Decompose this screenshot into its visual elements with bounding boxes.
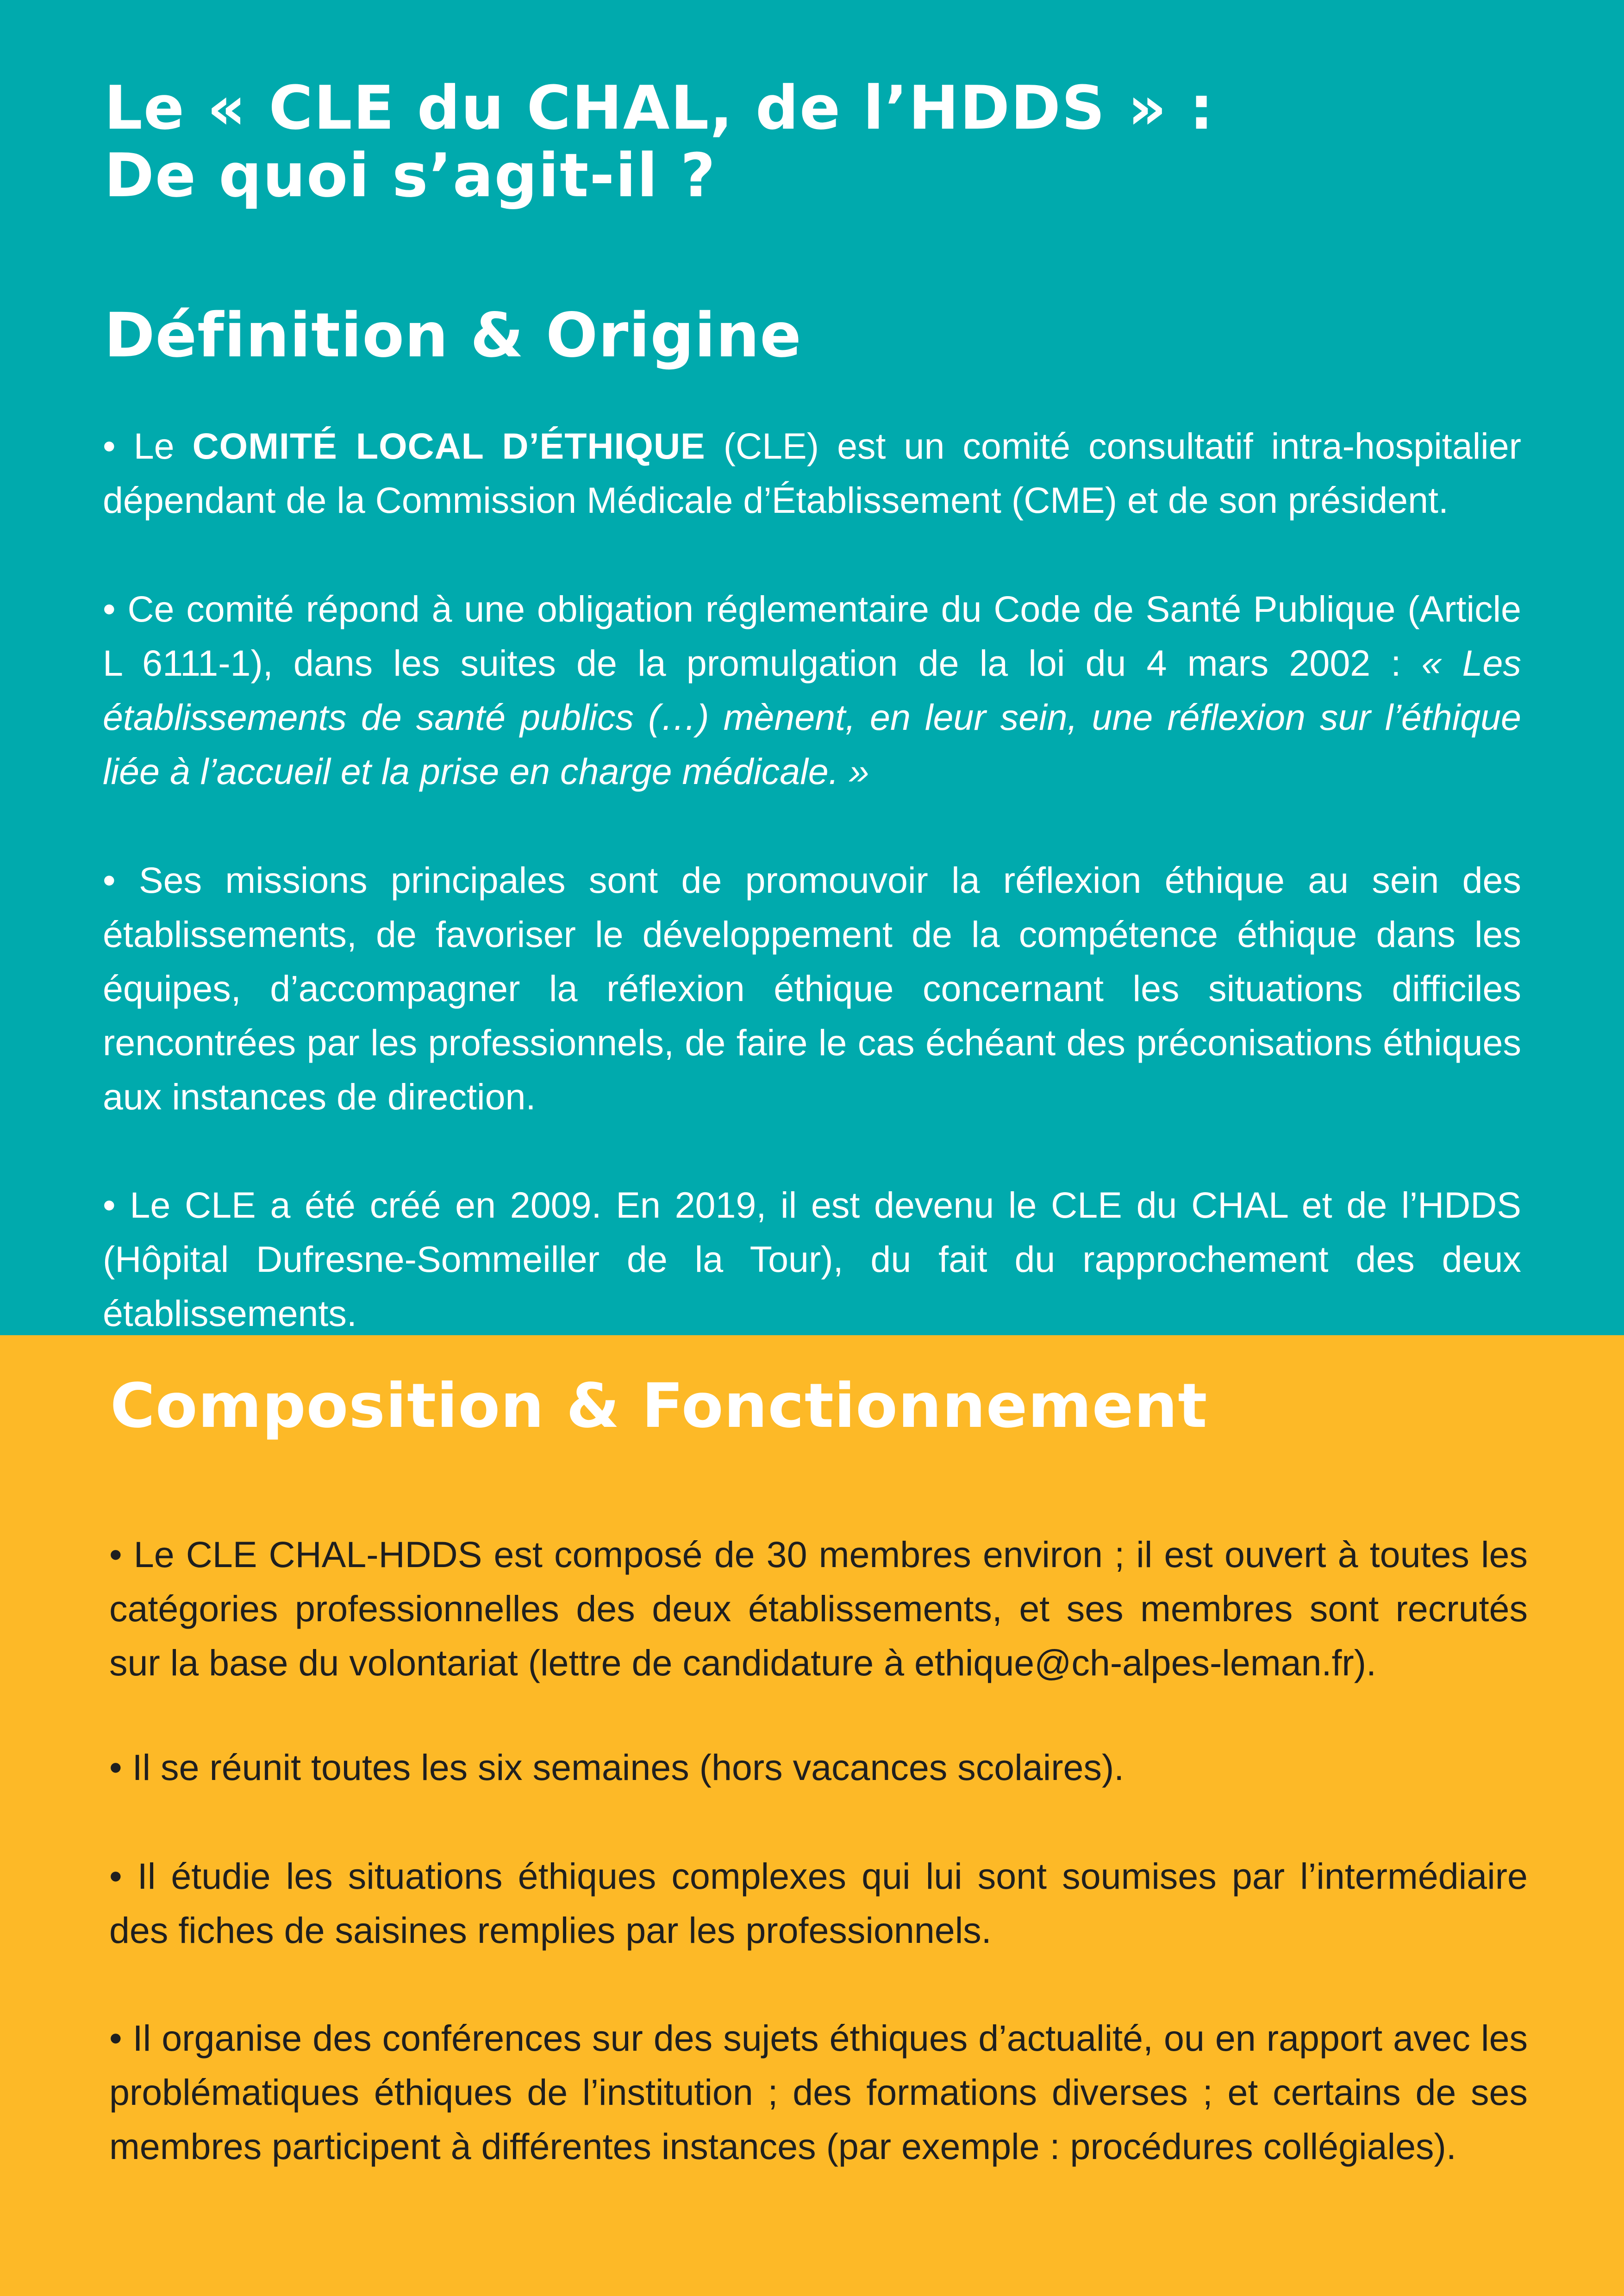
page-title-line-2: De quoi s’agit-il ? xyxy=(104,140,717,211)
composition-paragraph-4: • Il organise des conférences sur des sujets éthiques d’actualité, ou en rapport avec les problématiques éthiques de l’institution ; des formations diverses ; et certains de ses membres participent à différentes instances (par exemple : procédures collégiales). xyxy=(109,2017,1528,2167)
definition-p1-prefix: • Le xyxy=(103,425,193,467)
definition-paragraph-1 xyxy=(103,419,1521,527)
page-title xyxy=(104,74,1521,209)
composition-paragraph-3: • Il étudie les situations éthiques complexes qui lui sont soumises par l’intermédiaire des fiches de saisines remplies par les professionnels. xyxy=(109,1855,1528,1951)
composition-paragraph-1: • Le CLE CHAL-HDDS est composé de 30 membres environ ; il est ouvert à toutes les catégories professionnelles des deux établissements, et ses membres sont recrutés sur la base du volontariat (lettre de candidature à ethique@ch-alpes-leman.fr). xyxy=(109,1534,1528,1683)
definition-paragraph-2 xyxy=(103,582,1521,798)
definition-p2-quote: « Les établissements de santé publics (…) mènent, en leur sein, une réflexion sur l’éthique liée à l’accueil et la prise en charge médicale. » xyxy=(103,642,1521,792)
definition-paragraph-4: • Le CLE a été créé en 2009. En 2019, il est devenu le CLE du CHAL et de l’HDDS (Hôpital Dufresne-Sommeiller de la Tour), du fait du rapprochement des deux établissements. xyxy=(103,1184,1521,1334)
page-title-line-1: Le « CLE du CHAL, de l’HDDS » : xyxy=(104,73,1215,143)
definition-p2-text: • Ce comité répond à une obligation réglementaire du Code de Santé Publique (Article L 6111-1), dans les suites de la promulgation de la loi du 4 mars 2002 : xyxy=(103,588,1521,684)
definition-paragraph-3: • Ses missions principales sont de promouvoir la réflexion éthique au sein des établissements, de favoriser le développement de la compétence éthique dans les équipes, d’accompagner la réflexion éthique concernant les situations difficiles rencontrées par les professionnels, de faire le cas échéant des préconisations éthiques aux instances de direction. xyxy=(103,859,1521,1117)
composition-section xyxy=(0,1335,1624,2296)
definition-p1-emphasis: COMITÉ LOCAL D’ÉTHIQUE xyxy=(192,425,706,467)
composition-heading: Composition & Fonctionnement xyxy=(110,1370,1208,1442)
definition-heading: Définition & Origine xyxy=(104,300,802,371)
definition-p1-suffix: (CLE) est un comité consultatif intra-hospitalier dépendant de la Commission Médicale d’Établissement (CME) et de son président. xyxy=(103,425,1521,521)
composition-paragraph-2: • Il se réunit toutes les six semaines (hors vacances scolaires). xyxy=(109,1747,1124,1788)
